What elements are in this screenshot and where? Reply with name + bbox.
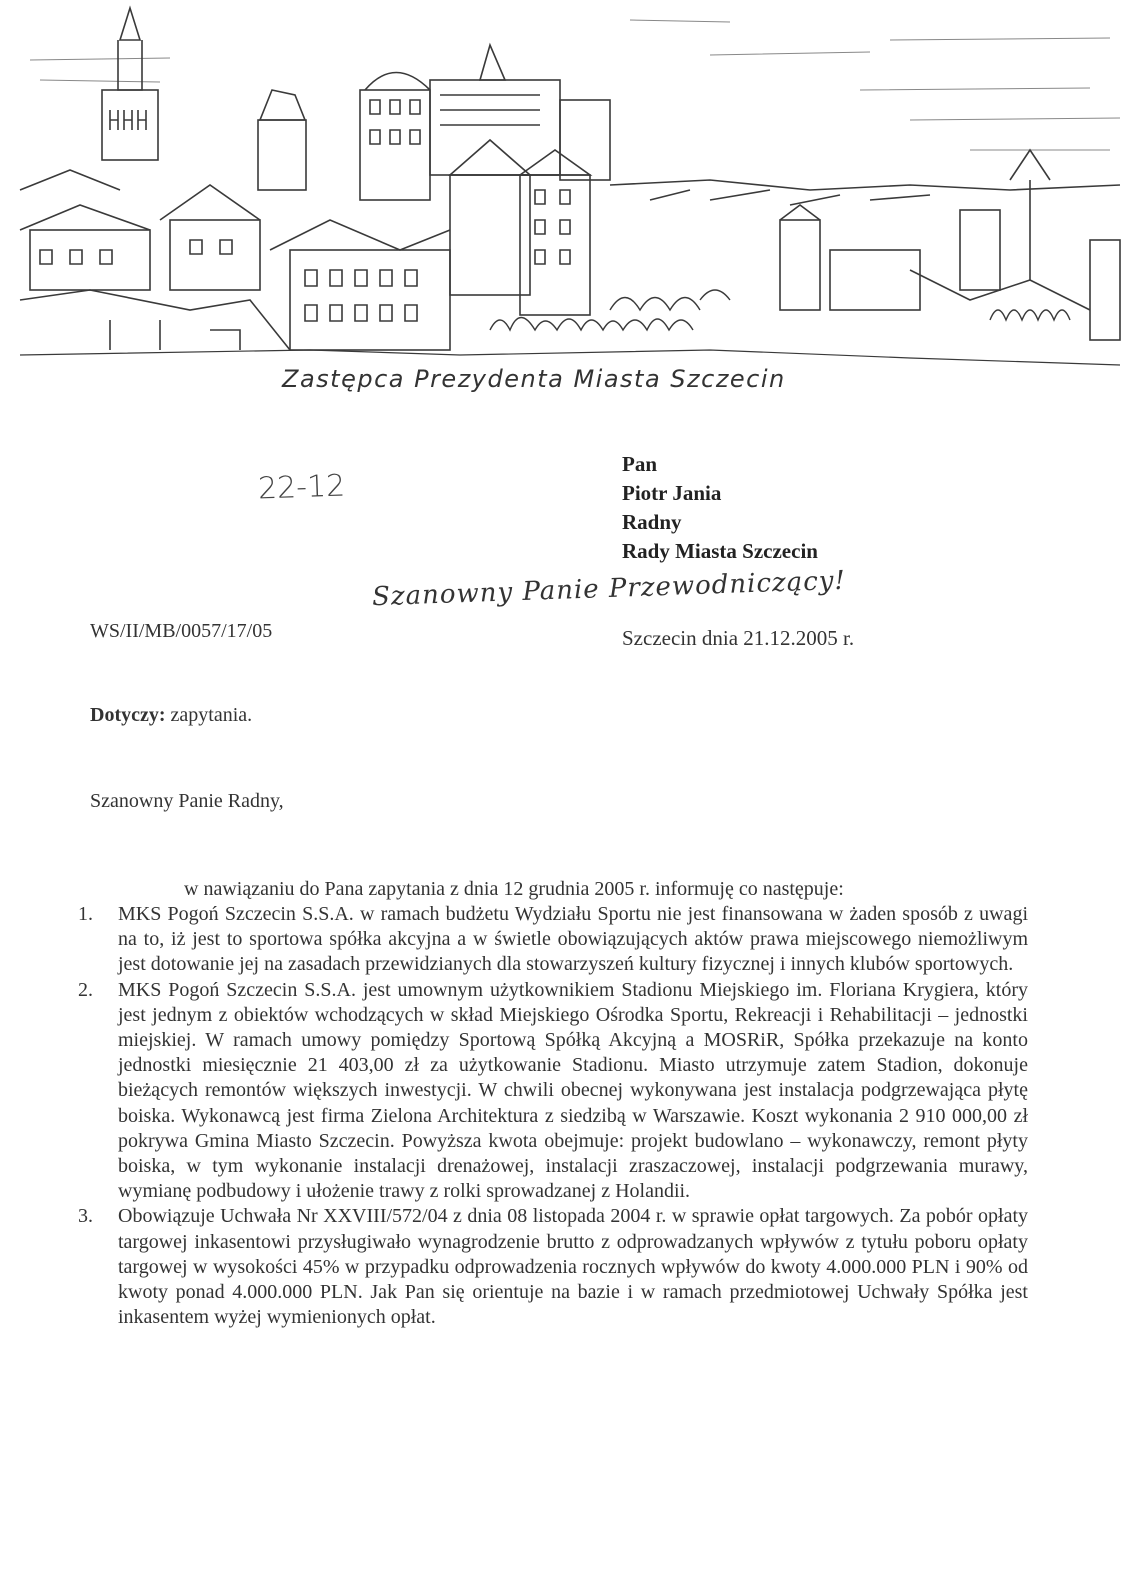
reference-number: WS/II/MB/0057/17/05 (90, 620, 273, 642)
subject-text: zapytania. (165, 704, 253, 726)
point-item (78, 978, 1028, 1205)
addressee-name: Piotr Jania (622, 481, 722, 505)
point-text: Obowiązuje Uchwała Nr XXVIII/572/04 z dnia 08 listopada 2004 r. w sprawie opłat targowych. Za pobór opłaty targowej inkasentowi przysługiwało wynagrodzenie brutto z odprowadzanych wpływów z tytułu poboru opłaty targowej w wysokości 45% w przypadku odprowadzenia rocznych wpływów do kwoty 4.000.000 PLN i 90% od kwoty ponad 4.000.000 PLN. Jak Pan się orientuje na bazie i w ramach przedmiotowej Uchwały Spółka jest inkasentem wyżej wymienionych opłat. (118, 1205, 1028, 1329)
place-and-date: Szczecin dnia 21.12.2005 r. (622, 626, 855, 650)
point-item (78, 902, 1028, 978)
point-number: 3. (78, 1205, 93, 1228)
subject-line (90, 704, 252, 727)
city-skyline-illustration (10, 0, 1125, 385)
addressee-block (622, 450, 818, 566)
handwritten-greeting: Szanowny Panie Przewodniczący! (371, 565, 847, 613)
letterhead-title: Zastępca Prezydenta Miasta Szczecin (282, 365, 786, 393)
numbered-points (78, 902, 1028, 1330)
point-number: 2. (78, 978, 93, 1001)
salutation: Szanowny Panie Radny, (90, 790, 284, 812)
point-number: 1. (78, 903, 93, 925)
subject-label: Dotyczy: (90, 704, 166, 726)
addressee-role: Radny (622, 510, 682, 534)
point-text: MKS Pogoń Szczecin S.S.A. w ramach budżetu Wydziału Sportu nie jest finansowana w żaden sposób z uwagi na to, iż jest to sportowa spółka akcyjna a w świetle obowiązujących aktów prawa miejscowego niemożliwym jest dotowanie jej na zasadach przewidzianych dla stowarzyszeń kultury fizycznej i innych klubów sportowych. (118, 903, 1028, 976)
point-text: MKS Pogoń Szczecin S.S.A. jest umownym użytkownikiem Stadionu Miejskiego im. Floriana Krygiera, który jest jednym z obiektów wchodzących w skład Miejskiego Ośrodka Sportu, Rekreacji i Rehabilitacji – jednostki miejskiej. W ramach umowy pomiędzy Sportową Spółką Akcyjną a MOSRiR, Spółka przekazuje na konto jednostki miesięcznie 21 403,00 zł za użytkowanie Stadionu. Miasto utrzymuje zatem Stadion, dokonuje bieżących remontów większych inwestycji. W chwili obecnej wykonywana jest instalacja podgrzewająca płytę boiska. Wykonawcą jest firma Zielona Architektura z siedzibą w Warszawie. Koszt wykonania 2 910 000,00 zł pokrywa Gmina Miasto Szczecin. Powyższa kwota obejmuje: projekt budowlano – wykonawczy, remont płyty boiska, w tym wykonanie instalacji drenażowej, instalacji zraszaczowej, instalacji podgrzewania murawy, wymianę podbudowy i ułożenie trawy z rolki sprowadzanej z Holandii. (118, 978, 1028, 1203)
intro-paragraph: w nawiązaniu do Pana zapytania z dnia 12 grudnia 2005 r. informuję co następuje: (184, 878, 844, 900)
handwritten-date-note: 22-12 (257, 468, 346, 507)
addressee-title: Pan (622, 452, 658, 476)
addressee-body: Rady Miasta Szczecin (622, 539, 818, 563)
point-item (78, 1204, 1028, 1330)
